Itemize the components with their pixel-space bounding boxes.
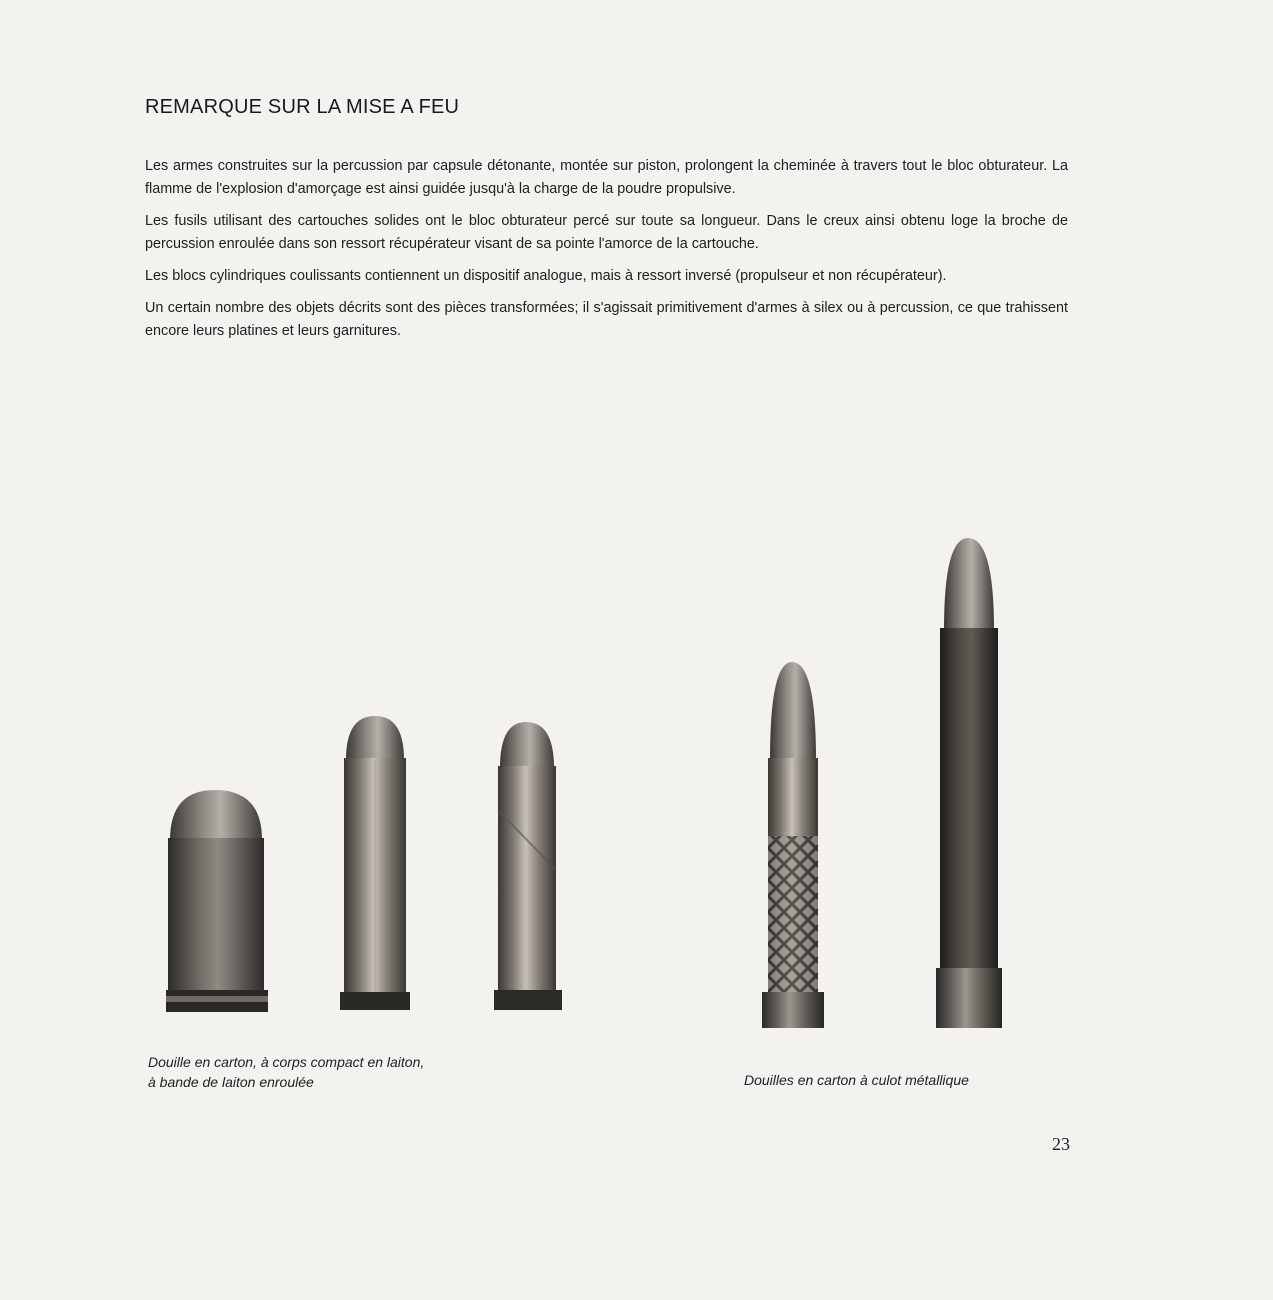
cartridge-compact-brass [166, 790, 268, 1012]
paragraph-1: Les armes construites sur la percussion par capsule détonante, montée sur piston, prolongent la cheminée à travers tout le bloc obturateur. La flamme de l'explosion d'amorçage est ainsi guidée jusqu'à la charge de la poudre propulsive. [145, 158, 1068, 197]
paragraph-2: Les fusils utilisant des cartouches solides ont le bloc obturateur percé sur toute sa longueur. Dans le creux ainsi obtenu loge la broche de percussion enroulée dans son ressort récupérateur visant de sa pointe l'amorce de la cartouche. [145, 213, 1068, 252]
page-title: REMARQUE SUR LA MISE A FEU [145, 96, 460, 118]
cartridge-rolled-brass-b [494, 722, 562, 1010]
page-number: 23 [1052, 1134, 1070, 1154]
cartridge-cardboard-long [936, 538, 1002, 1028]
caption-left-line-1: Douille en carton, à corps compact en laiton, [148, 1054, 425, 1070]
caption-left-line-2: à bande de laiton enroulée [148, 1074, 314, 1090]
paragraph-3: Les blocs cylindriques coulissants contiennent un dispositif analogue, mais à ressort inversé (propulseur et non récupérateur). [145, 268, 947, 284]
cartridge-cardboard-lattice [762, 662, 824, 1028]
caption-left [148, 1052, 568, 1092]
cartridge-rolled-brass-a [340, 716, 410, 1010]
caption-right: Douilles en carton à culot métallique [744, 1072, 969, 1088]
paragraph-4: Un certain nombre des objets décrits sont des pièces transformées; il s'agissait primitivement d'armes à silex ou à percussion, ce que trahissent encore leurs platines et leurs garnitures. [145, 300, 1068, 339]
